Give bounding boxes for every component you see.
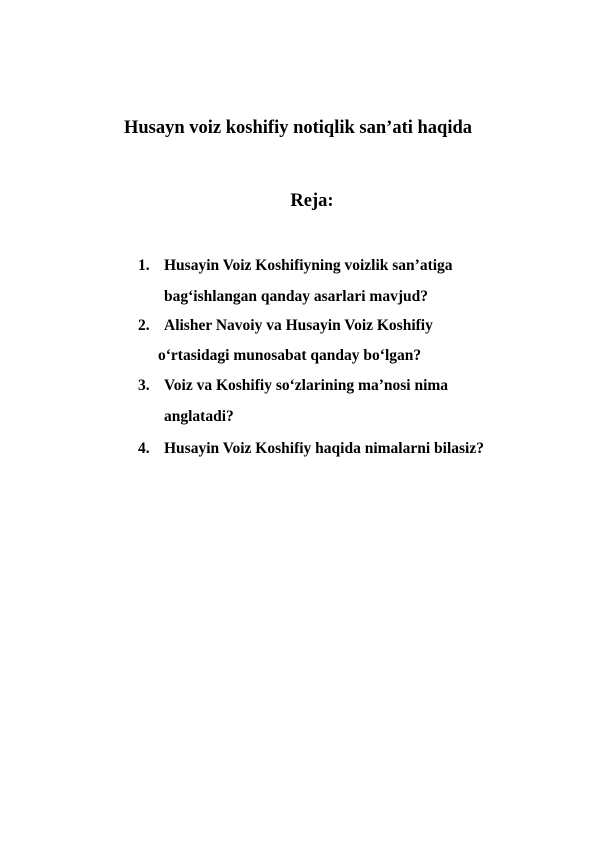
list-item-text: o‘rtasidagi munosabat qanday bo‘lgan?: [158, 347, 422, 364]
list-item-text: anglatadi?: [164, 408, 234, 425]
list-item-text: Husayin Voiz Koshifiyning voizlik san’atiga: [164, 257, 453, 274]
list-item-number: 3.: [138, 377, 150, 394]
list-item-number: 4.: [138, 440, 150, 457]
list-item-text: Husayin Voiz Koshifiy haqida nimalarni bilasiz?: [164, 440, 484, 457]
list-item-number: 1.: [138, 257, 150, 274]
plan-heading: Reja:: [290, 191, 334, 211]
list-item-text: Voiz va Koshifiy so‘zlarining ma’nosi nima: [164, 377, 449, 394]
list-item-text: Alisher Navoiy va Husayin Voiz Koshifiy: [164, 317, 433, 334]
document-title: Husayn voiz koshifiy notiqlik san’ati haqida: [123, 118, 472, 138]
list-item-text: bag‘ishlangan qanday asarlari mavjud?: [164, 288, 428, 305]
list-item-number: 2.: [138, 317, 150, 334]
